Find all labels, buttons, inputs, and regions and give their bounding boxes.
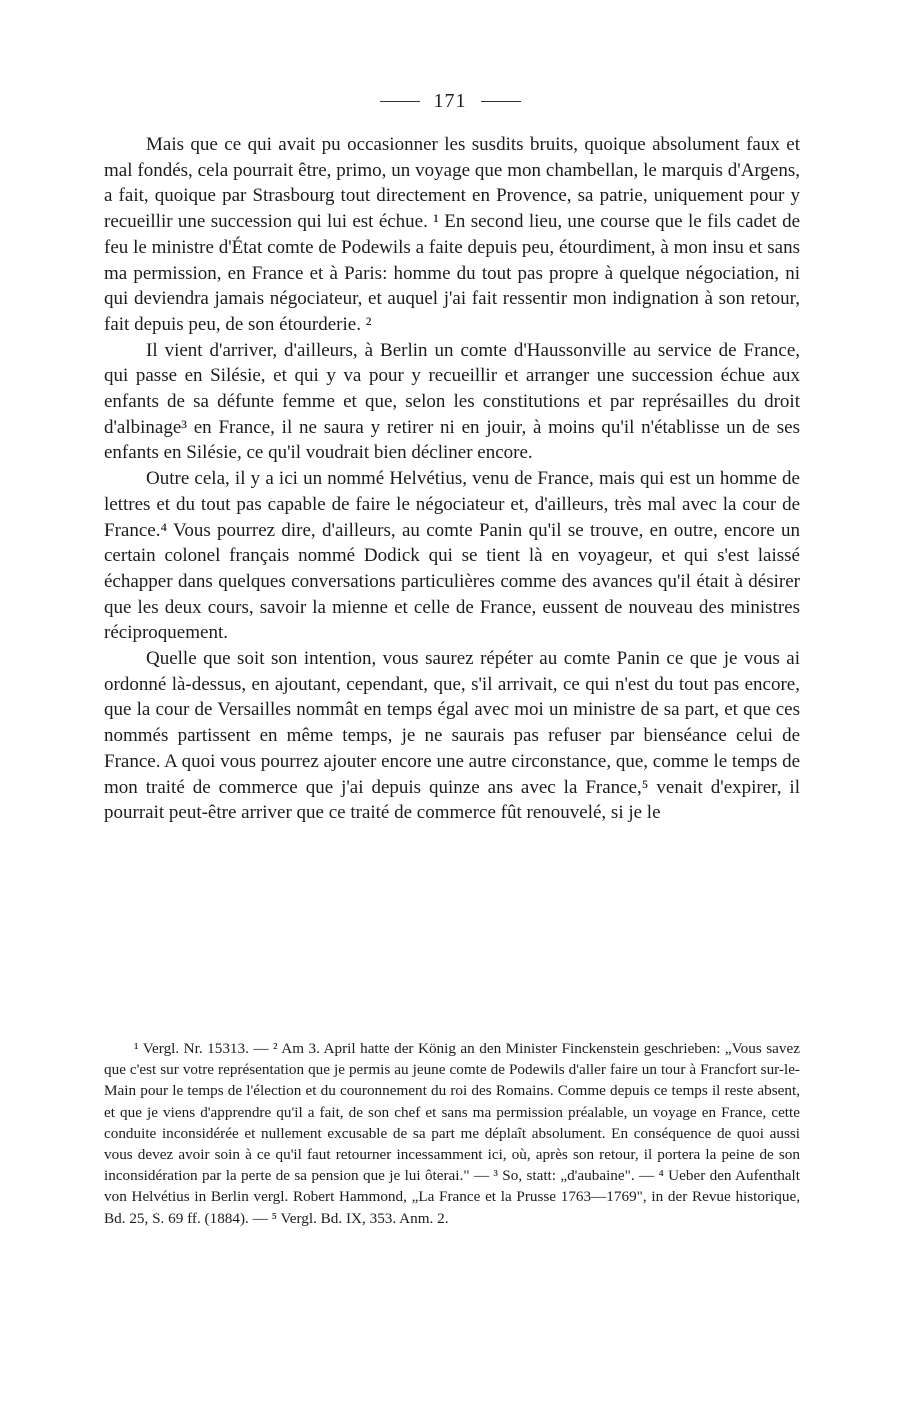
page-header: [0, 86, 900, 116]
page-number: 171: [433, 89, 467, 112]
footnote-text: ¹ Vergl. Nr. 15313. — ² Am 3. April hatte der König an den Minister Finckenstein geschrieben: „Vous savez que c'est sur votre représentation que je permis au jeune comte de Podewils d'aller faire un tour à Francfort sur-le-Main pour le temps de l'élection et du couronnement du roi des Romains. Comme depuis ce temps il reste absent, et que je viens d'apprendre qu'il a fait, de son chef et sans ma permission préalable, un voyage en France, cette conduite inconsidérée et nullement excusable de sa part me déplaît absolument. En conséquence de quoi aussi vous devez avoir soin à ce qu'il faut retourner incessamment ici, où, après son retour, il portera la peine de son inconsidération par la perte de sa pension que je lui ôterai." — ³ So, statt: „d'aubaine". — ⁴ Ueber den Aufenthalt von Helvétius in Berlin vergl. Robert Hammond, „La France et la Prusse 1763—1769", in der Revue historique, Bd. 25, S. 69 ff. (1884). — ⁵ Vergl. Bd. IX, 353. Anm. 2.: [104, 1040, 800, 1227]
body-text: [104, 132, 800, 826]
paragraph: Il vient d'arriver, d'ailleurs, à Berlin un comte d'Haussonville au service de France, qui passe en Silésie, et qui y va pour y recueillir et arranger une succession échue aux enfants de sa défunte femme et que, selon les constitutions et par représailles du droit d'albinage³ en France, il ne saura y retirer ni en jouir, à moins qu'il n'établisse un de ses enfants en Silésie, ce qu'il voudrait bien décliner encore.: [104, 339, 800, 464]
header-rule-right: [481, 101, 521, 102]
paragraph: Mais que ce qui avait pu occasionner les susdits bruits, quoique absolument faux et mal fondés, cela pourrait être, primo, un voyage que mon chambellan, le marquis d'Argens, a fait, quoique par Strasbourg tout directement en Provence, sa patrie, uniquement pour y recueillir une succession qui lui est échue. ¹ En second lieu, une course que le fils cadet de feu le ministre d'État comte de Podewils a faite depuis peu, étourdiment, à mon insu et sans ma permission, en France et à Paris: homme du tout pas propre à quelque négociation, ni qui deviendra jamais négociateur, et auquel j'ai fait ressentir mon indignation à son retour, fait depuis peu, de son étourderie. ²: [104, 134, 800, 335]
footnotes: [104, 1038, 800, 1229]
paragraph: Outre cela, il y a ici un nommé Helvétius, venu de France, mais qui est un homme de lettres et du tout pas capable de faire le négociateur et, d'ailleurs, très mal avec la cour de France.⁴ Vous pourrez dire, d'ailleurs, au comte Panin qu'il se trouve, en outre, encore un certain colonel français nommé Dodick qui se tient là en voyageur, et qui s'est laissé échapper dans quelques conversations particulières comme des avances qu'il était à désirer que les deux cours, savoir la mienne et celle de France, eussent de nouveau des ministres réciproquement.: [104, 468, 800, 644]
paragraph: Quelle que soit son intention, vous saurez répéter au comte Panin ce que je vous ai ordonné là-dessus, en ajoutant, cependant, que, s'il arrivait, ce qui n'est du tout pas encore, que la cour de Versailles nommât en temps égal avec moi un ministre de sa part, et que ces nommés partissent en même temps, je ne saurais pas refuser par bienséance celui de France. A quoi vous pourrez ajouter encore une autre circonstance, que, comme le temps de mon traité de commerce que j'ai depuis quinze ans avec la France,⁵ venait d'expirer, il pourrait peut-être arriver que ce traité de commerce fût renouvelé, si je le: [104, 648, 800, 824]
header-rule-left: [380, 101, 420, 102]
